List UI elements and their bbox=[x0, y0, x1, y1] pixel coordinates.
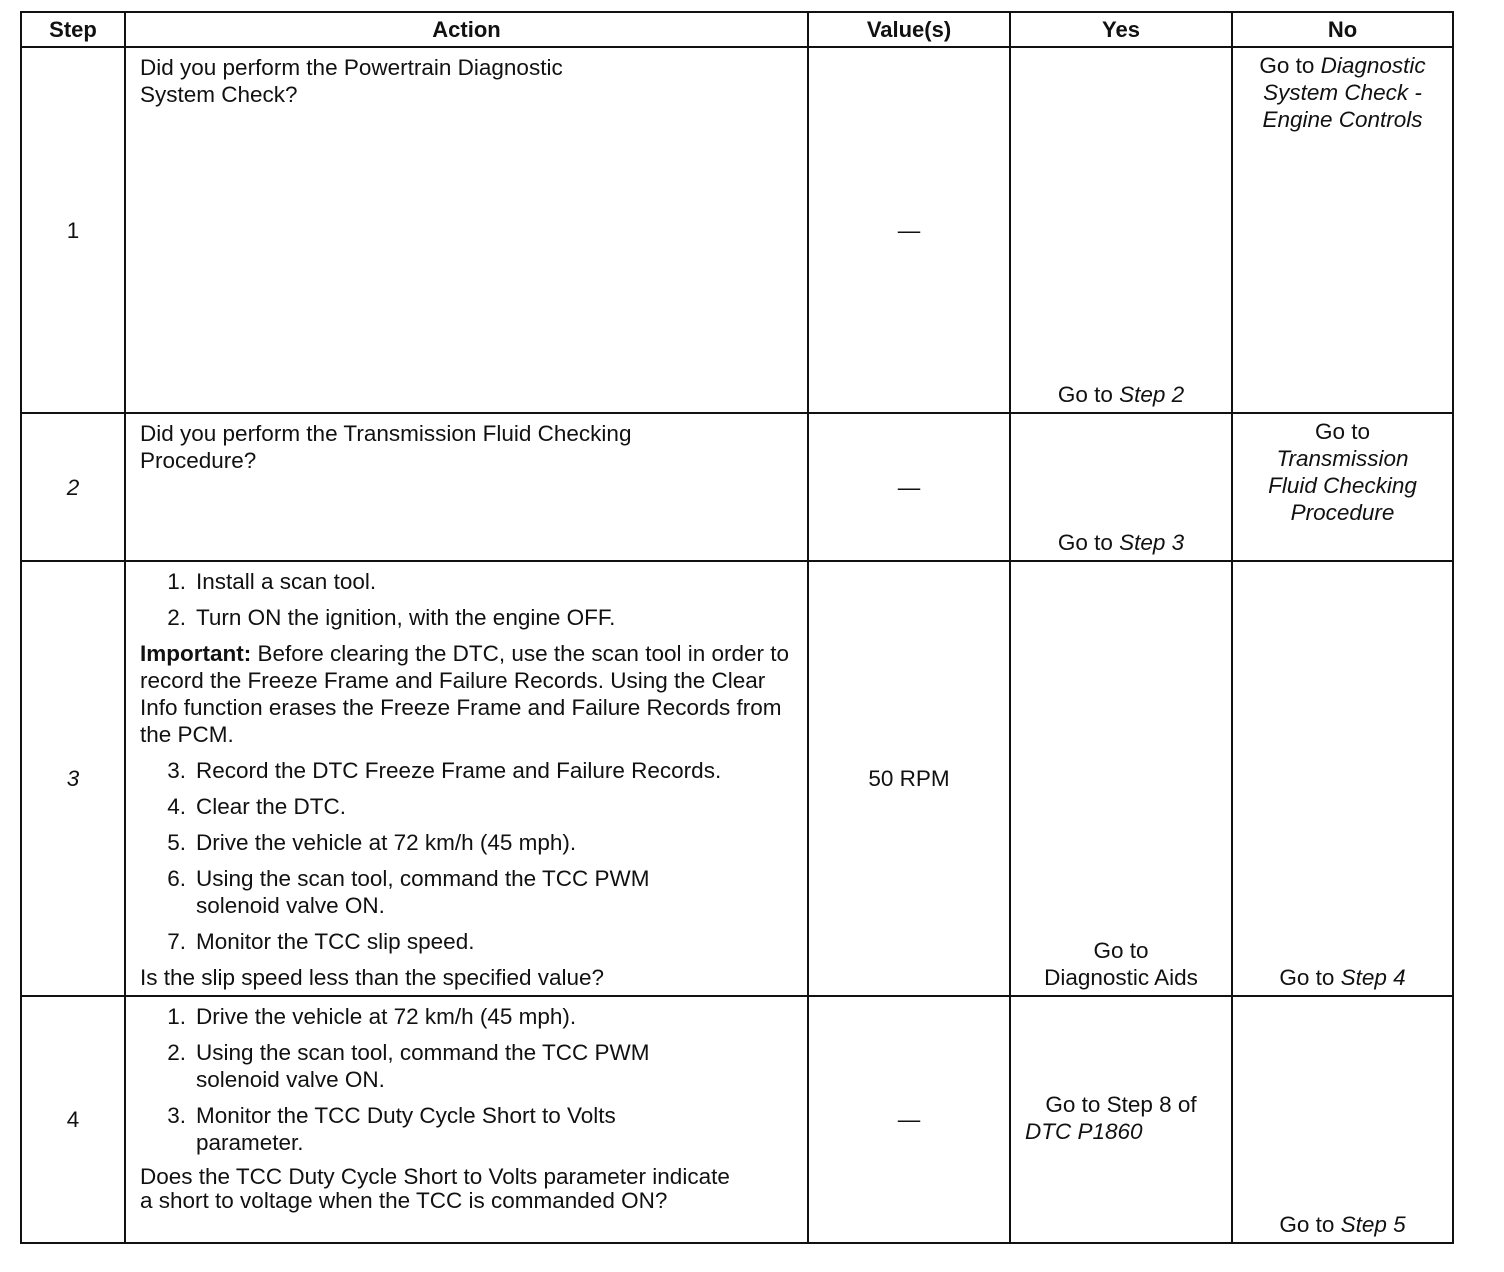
no-prefix: Go to bbox=[1314, 419, 1371, 444]
yes-prefix: Go to bbox=[1057, 382, 1120, 407]
action-cell bbox=[125, 561, 808, 996]
question: Is the slip speed less than the specified value? bbox=[140, 965, 605, 990]
value-cell: — bbox=[808, 413, 1010, 561]
value-cell: — bbox=[808, 996, 1010, 1243]
header-step: Step bbox=[21, 12, 125, 47]
action-text: Did you perform the Transmission Fluid Checking Procedure? bbox=[140, 421, 632, 473]
header-no: No bbox=[1232, 12, 1453, 47]
header-row bbox=[21, 12, 1453, 47]
question: Does the TCC Duty Cycle Short to Volts parameter indicate a short to voltage when the TCC is commanded ON? bbox=[140, 1164, 730, 1213]
action-cell bbox=[125, 996, 808, 1243]
yes-cell[interactable] bbox=[1010, 561, 1232, 996]
list-item: 1. Install a scan tool. bbox=[167, 569, 377, 594]
list-item: 4. Clear the DTC. bbox=[167, 794, 347, 819]
value-cell: — bbox=[808, 47, 1010, 413]
list-item: 7. Monitor the TCC slip speed. bbox=[167, 929, 475, 954]
yes-link[interactable]: Step 3 bbox=[1119, 530, 1185, 555]
no-prefix: Go to bbox=[1259, 53, 1321, 78]
table-row bbox=[21, 561, 1453, 996]
yes-cell[interactable] bbox=[1010, 996, 1232, 1243]
list-item: 2. Using the scan tool, command the TCC PWM solenoid valve ON. bbox=[167, 1040, 650, 1092]
yes-cell[interactable] bbox=[1010, 47, 1232, 413]
step-number: 2 bbox=[21, 413, 125, 561]
no-prefix: Go to bbox=[1279, 1212, 1341, 1237]
list-item: 3. Monitor the TCC Duty Cycle Short to Volts parameter. bbox=[167, 1103, 616, 1155]
no-cell[interactable] bbox=[1232, 996, 1453, 1243]
yes-prefix: Go to bbox=[1057, 530, 1120, 555]
yes-line1: Go to Step 8 of bbox=[1045, 1091, 1197, 1117]
no-cell[interactable] bbox=[1232, 47, 1453, 413]
steps-list bbox=[140, 568, 797, 631]
no-link[interactable]: Transmission Fluid Checking Procedure bbox=[1268, 446, 1417, 525]
header-yes: Yes bbox=[1010, 12, 1232, 47]
list-item: 6. Using the scan tool, command the TCC PWM solenoid valve ON. bbox=[167, 866, 650, 918]
value-cell: 50 RPM bbox=[808, 561, 1010, 996]
steps-list bbox=[140, 1003, 797, 1156]
important-note bbox=[140, 640, 797, 748]
yes-link[interactable]: DTC P1860 bbox=[1025, 1118, 1143, 1144]
no-cell[interactable] bbox=[1232, 561, 1453, 996]
no-link[interactable]: Step 4 bbox=[1340, 965, 1406, 990]
action-cell bbox=[125, 47, 808, 413]
table-row bbox=[21, 996, 1453, 1243]
table-row bbox=[21, 47, 1453, 413]
header-action: Action bbox=[125, 12, 808, 47]
step-number: 3 bbox=[21, 561, 125, 996]
no-link[interactable]: Step 5 bbox=[1340, 1212, 1406, 1237]
step-number: 4 bbox=[21, 996, 125, 1243]
step-number: 1 bbox=[21, 47, 125, 413]
action-cell bbox=[125, 413, 808, 561]
list-item: 5. Drive the vehicle at 72 km/h (45 mph). bbox=[167, 830, 577, 855]
action-text: Did you perform the Powertrain Diagnostic System Check? bbox=[140, 55, 563, 107]
important-text: Before clearing the DTC, use the scan tool in order to record the Freeze Frame and Failure Records. Using the Clear Info function erases the Freeze Frame and Failure Records from the PCM. bbox=[140, 641, 790, 747]
diagnostic-table bbox=[20, 11, 1454, 1244]
yes-line1: Go to bbox=[1093, 938, 1149, 963]
list-item: 3. Record the DTC Freeze Frame and Failure Records. bbox=[167, 758, 722, 783]
list-item: 2. Turn ON the ignition, with the engine OFF. bbox=[167, 605, 616, 630]
no-link[interactable]: Diagnostic System Check - Engine Controls bbox=[1262, 53, 1426, 132]
yes-cell[interactable] bbox=[1010, 413, 1232, 561]
important-label: Important: bbox=[140, 641, 252, 666]
table-row bbox=[21, 413, 1453, 561]
yes-link[interactable]: Step 2 bbox=[1119, 382, 1185, 407]
steps-list bbox=[140, 757, 797, 955]
no-prefix: Go to bbox=[1279, 965, 1341, 990]
header-values: Value(s) bbox=[808, 12, 1010, 47]
yes-link[interactable]: Diagnostic Aids bbox=[1044, 965, 1198, 990]
list-item: 1. Drive the vehicle at 72 km/h (45 mph). bbox=[167, 1004, 577, 1029]
no-cell[interactable] bbox=[1232, 413, 1453, 561]
